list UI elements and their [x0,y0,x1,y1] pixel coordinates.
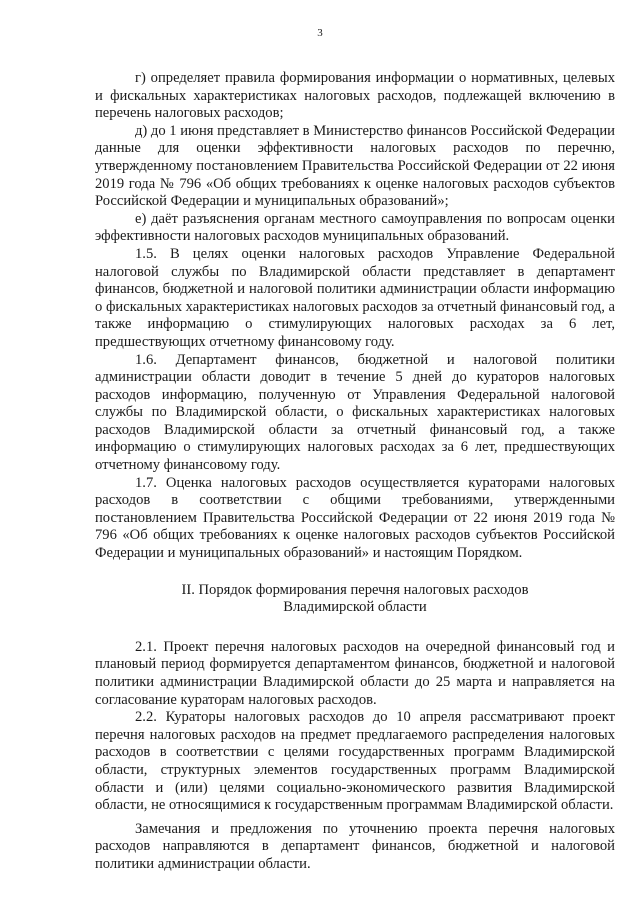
paragraph-remarks: Замечания и предложения по уточнению проекта перечня налоговых расходов направляются в департамент финансов, бюджетной и налоговой политики администрации области. [95,820,615,872]
paragraph-d: д) до 1 июня представляет в Министерство финансов Российской Федерации данные для оценки эффективности налоговых расходов по перечню, утвержденному постановлением Правительства Российской Федерации от 22 июня 2019 года № 796 «Об общих требованиях к оценке налоговых расходов субъектов Российской Федерации и муниципальных образований»; [95,122,615,210]
paragraph-1-6: 1.6. Департамент финансов, бюджетной и налоговой политики администрации области доводит в течение 5 дней до кураторов налоговых расходов информацию, полученную от Управления Федеральной налоговой службы по Владимирской области, о фискальных характеристиках налоговых расходов Владимирской области за отчетный финансовый год, а также информацию о стимулирующих налоговых расходах за 6 лет, предшествующих отчетному финансовому году. [95,351,615,474]
document-body [95,70,615,874]
section-heading-line-2: Владимирской области [283,599,427,616]
paragraph-2-1: 2.1. Проект перечня налоговых расходов на очередной финансовый год и плановый период формируется департаментом финансов, бюджетной и налоговой политики администрации Владимирской области до 25 марта и направляется на согласование кураторам налоговых расходов. [95,638,615,708]
paragraph-g: г) определяет правила формирования информации о нормативных, целевых и фискальных характеристиках налоговых расходов, подлежащей включению в перечень налоговых расходов; [95,70,615,122]
paragraph-e: е) даёт разъяснения органам местного самоуправления по вопросам оценки эффективности налоговых расходов муниципальных образований. [95,210,615,245]
paragraph-2-2: 2.2. Кураторы налоговых расходов до 10 апреля рассматривают проект перечня налоговых расходов на предмет предлагаемого распределения налоговых расходов в соответствии с целями государственных программ Владимирской области, структурных элементов государственных программ Владимирской области и (или) целями социально-экономического развития Владимирской области, не относящимися к государственным программам Владимирской области. [95,709,615,814]
section-heading [95,582,615,617]
paragraph-1-5: 1.5. В целях оценки налоговых расходов Управление Федеральной налоговой службы по Владимирской области представляет в департамент финансов, бюджетной и налоговой политики администрации области информацию о фискальных характеристиках налоговых расходов за отчетный финансовый год, а также информацию о стимулирующих налоговых расходах за 6 лет, предшествующих отчетному финансовому году. [95,245,615,350]
section-heading-line-1: II. Порядок формирования перечня налоговых расходов [181,581,529,598]
page-number: 3 [317,27,323,39]
paragraph-1-7: 1.7. Оценка налоговых расходов осуществляется кураторами налоговых расходов в соответствии с общими требованиями, утвержденными постановлением Правительства Российской Федерации от 22 июня 2019 года № 796 «Об общих требованиях к оценке налоговых расходов субъектов Российской Федерации и муниципальных образований» и настоящим Порядком. [95,474,615,562]
